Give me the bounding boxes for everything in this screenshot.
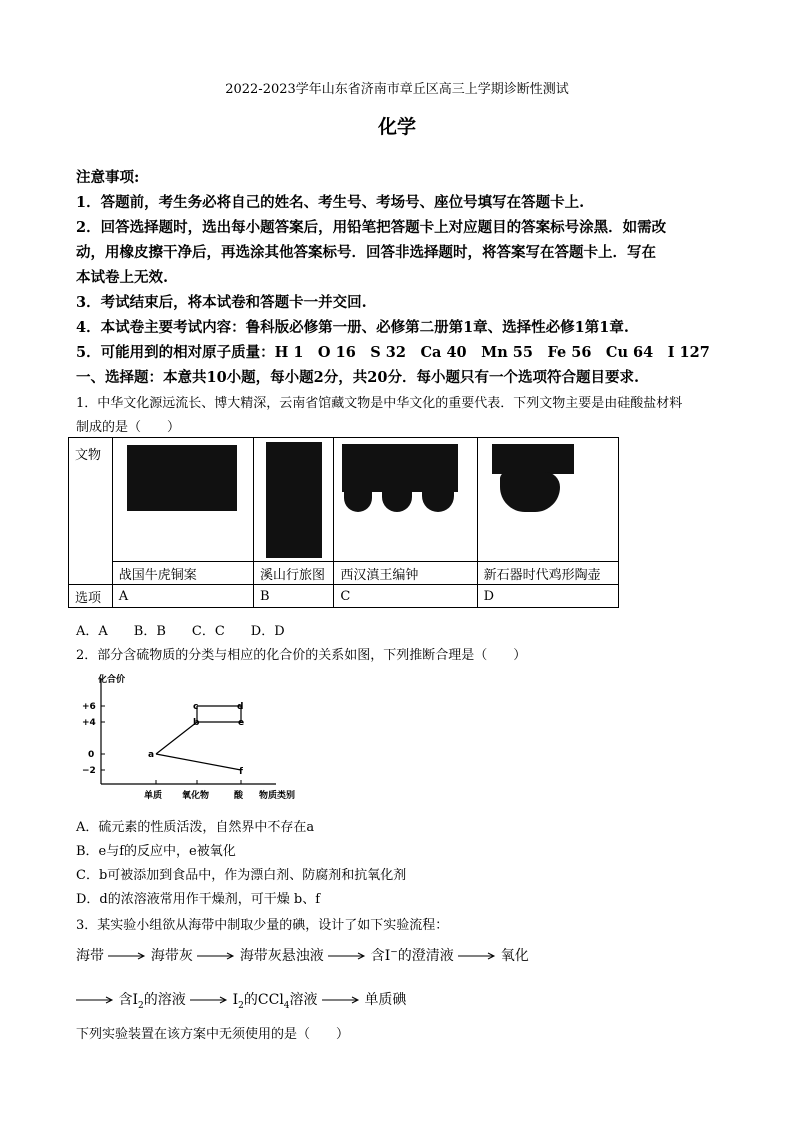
q2-option-d: D．d的浓溶液常用作干燥剂，可干燥 b、f — [76, 892, 321, 907]
relic-image-b — [254, 438, 334, 562]
arrow-icon — [328, 951, 366, 961]
q1-answer-options: A．A B．B C．C D．D — [76, 624, 285, 639]
relic-name-b: 溪山行旅图 — [254, 562, 334, 585]
q1-stem-line2: 制成的是（ ） — [76, 420, 181, 435]
exam-title: 2022-2023学年山东省济南市章丘区高三上学期诊断性测试 — [225, 82, 569, 97]
y-tick-zero: 0 — [88, 750, 95, 760]
line-a-f — [156, 754, 241, 770]
point-e: e — [238, 718, 245, 728]
flow-step-iodide-label: 含I — [370, 948, 391, 964]
flow-line-2 — [76, 989, 406, 1011]
flow-step-elemental-iodine: 单质碘 — [364, 992, 407, 1008]
relic-name-c: 西汉滇王编钟 — [334, 562, 477, 585]
subscript: 2 — [238, 1000, 244, 1011]
arrow-icon — [76, 995, 114, 1005]
y-tick-plus4: +4 — [82, 718, 96, 728]
note-line-5: 3．考试结束后，将本试卷和答题卡一并交回. — [76, 294, 367, 311]
flow-line-1 — [76, 945, 529, 965]
note-line-6: 4．本试卷主要考试内容：鲁科版必修第一册、必修第二册第1章、选择性必修1第1章. — [76, 319, 629, 336]
arrow-icon — [197, 951, 235, 961]
relic-name-d: 新石器时代鸡形陶壶 — [477, 562, 618, 585]
flow-step-suspension: 海带灰悬浊液 — [239, 948, 324, 964]
subscript: 2 — [137, 1000, 144, 1011]
flow-step-ash: 海带灰 — [150, 948, 193, 964]
arrow-icon — [190, 995, 228, 1005]
x-tick-acid: 酸 — [234, 791, 244, 801]
valence-chart — [76, 670, 316, 810]
arrow-icon — [458, 951, 496, 961]
note-line-3: 动，用橡皮擦干净后，再选涂其他答案标号．回答非选择题时，将答案写在答题卡上．写在 — [76, 244, 656, 261]
q2-option-a: A．硫元素的性质活泼，自然界中不存在a — [76, 820, 315, 835]
x-tick-element: 单质 — [144, 791, 163, 801]
flow-step-clear-liquid: 的澄清液 — [397, 948, 454, 964]
y-tick-plus6: +6 — [82, 702, 96, 712]
flow-step-iodine-prefix: 含I — [118, 992, 138, 1008]
flow-step-i2: I — [232, 992, 239, 1008]
note-line-4: 本试卷上无效. — [76, 269, 169, 286]
x-axis-label: 物质类别 — [259, 791, 296, 801]
arrow-icon — [322, 995, 360, 1005]
subscript: 4 — [283, 1000, 290, 1011]
section-heading: 一、选择题：本意共10小题，每小题2分，共20分．每小题只有一个选项符合题目要求. — [76, 369, 639, 386]
y-tick-minus2: −2 — [82, 766, 96, 776]
relic-image-c — [334, 438, 477, 562]
flow-step-oxidize: 氧化 — [500, 948, 529, 964]
option-letter-b: B — [254, 585, 334, 608]
flow-step-iodine-solution: 的溶液 — [143, 992, 186, 1008]
q2-option-b: B．e与f的反应中，e被氧化 — [76, 844, 236, 859]
point-a: a — [148, 750, 155, 760]
q1-stem-line1: 1．中华文化源远流长、博大精深，云南省馆藏文物是中华文化的重要代表．下列文物主要是由硅酸盐材料 — [76, 396, 683, 411]
arrow-icon — [108, 951, 146, 961]
flow-step-seaweed: 海带 — [76, 948, 104, 964]
point-b: b — [193, 718, 200, 728]
option-letter-c: C — [334, 585, 477, 608]
note-line-7: 5．可能用到的相对原子质量：H 1 O 16 S 32 Ca 40 Mn 55 Fe 56 Cu 64 I 127 — [76, 344, 710, 361]
point-f: f — [239, 767, 243, 777]
option-letter-a: A — [112, 585, 253, 608]
subject-title: 化学 — [377, 116, 416, 138]
relic-image-a — [112, 438, 253, 562]
iodide-charge: − — [390, 947, 398, 958]
point-d: d — [237, 702, 244, 712]
q3-question: 下列实验装置在该方案中无须使用的是（ ） — [76, 1027, 350, 1042]
notes-heading: 注意事项: — [76, 169, 140, 186]
q2-stem: 2．部分含硫物质的分类与相应的化合价的关系如图，下列推断合理是（ ） — [76, 648, 527, 663]
flow-step-ccl: 的CCl — [243, 992, 284, 1008]
flow-step-ccl4-solution: 溶液 — [289, 992, 318, 1008]
q2-option-c: C．b可被添加到食品中，作为漂白剂、防腐剂和抗氧化剂 — [76, 868, 407, 883]
q3-stem: 3．某实验小组欲从海带中制取少量的碘，设计了如下实验流程： — [76, 918, 449, 933]
x-tick-oxide: 氧化物 — [182, 791, 210, 801]
point-c: c — [193, 702, 199, 712]
row-label-relic: 文物 — [69, 438, 113, 585]
relic-image-d — [477, 438, 618, 562]
relics-table — [68, 437, 619, 608]
option-letter-d: D — [477, 585, 618, 608]
y-axis-label: 化合价 — [98, 675, 126, 685]
note-line-2: 2．回答选择题时，选出每小题答案后，用铅笔把答题卡上对应题目的答案标号涂黑．如需改 — [76, 219, 667, 236]
note-line-1: 1．答题前，考生务必将自己的姓名、考生号、考场号、座位号填写在答题卡上. — [76, 194, 585, 211]
relic-name-a: 战国牛虎铜案 — [112, 562, 253, 585]
row-label-option: 选项 — [69, 585, 113, 608]
